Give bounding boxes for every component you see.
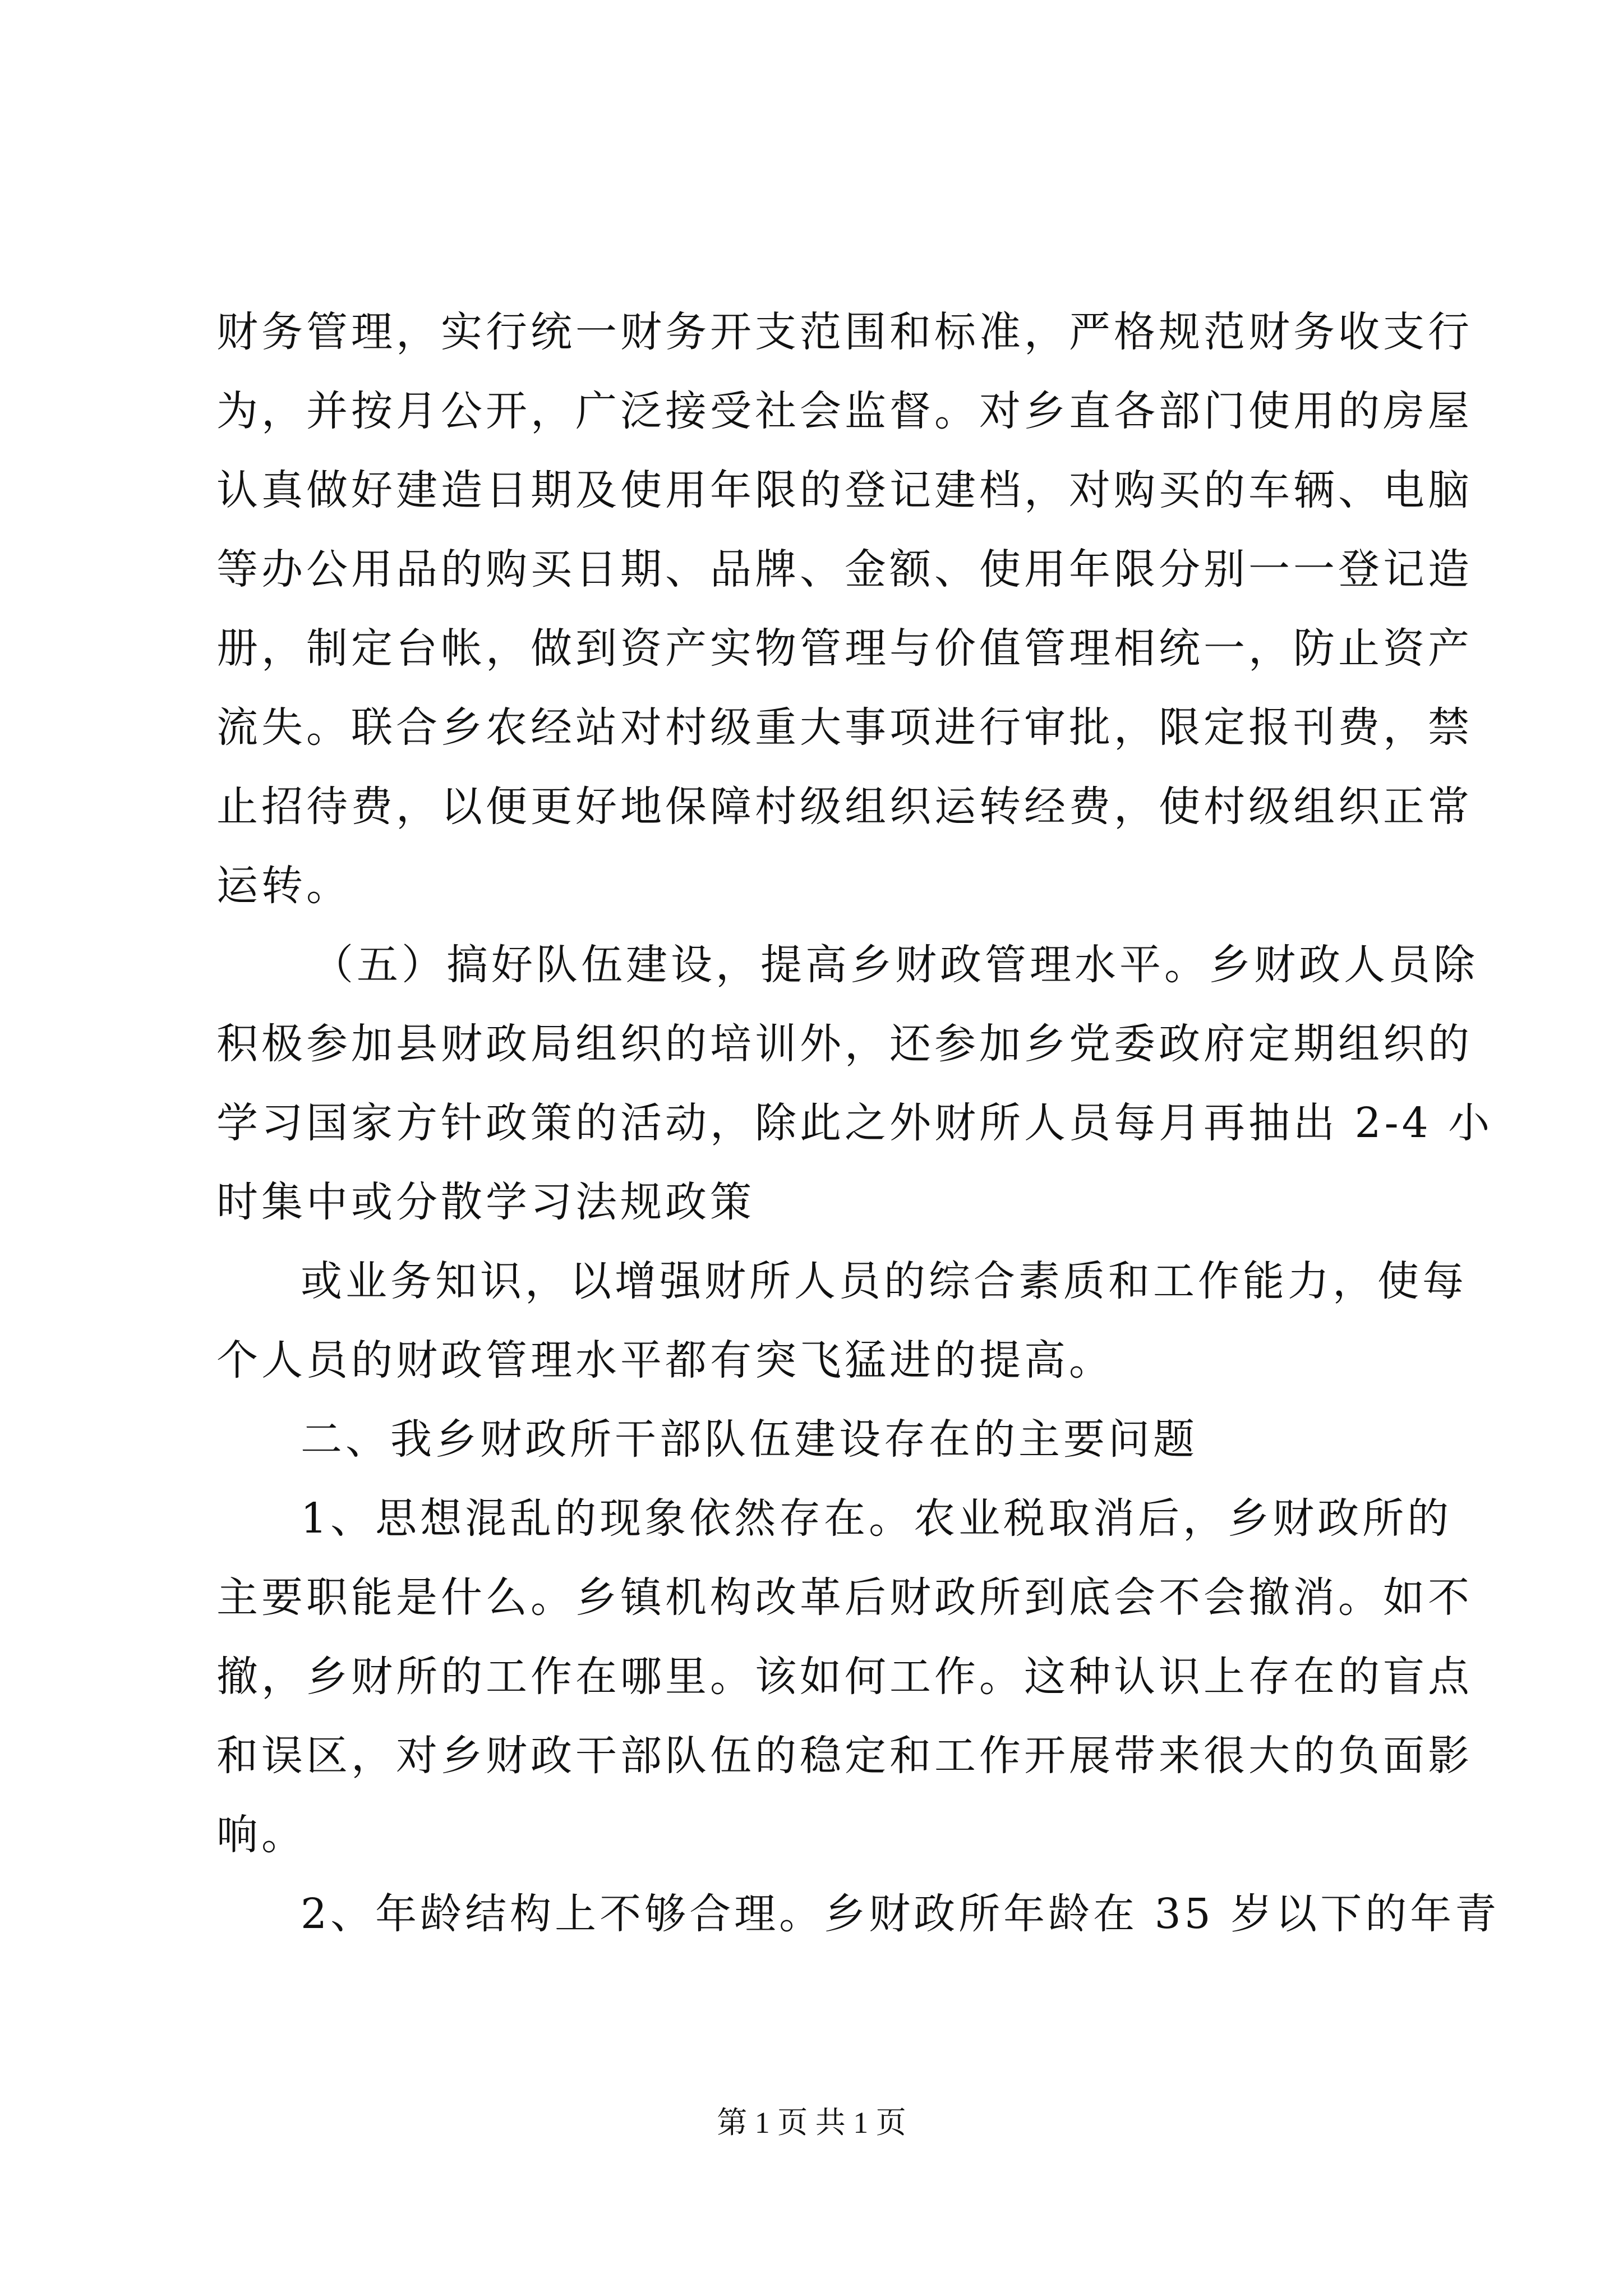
section-two-heading: 二、我乡财政所干部队伍建设存在的主要问题: [301, 1415, 1198, 1464]
text-line: 为，并按月公开，广泛接受社会监督。对乡直各部门使用的房屋: [216, 387, 1473, 435]
text-line: 和误区，对乡财政干部队伍的稳定和工作开展带来很大的负面影: [216, 1732, 1473, 1780]
text-line: 个人员的财政管理水平都有突飞猛进的提高。: [216, 1336, 1114, 1384]
text-line: 响。: [216, 1811, 306, 1859]
section-five-heading-line: （五）搞好队伍建设，提高乡财政管理水平。乡财政人员除: [312, 941, 1478, 989]
page-footer: 第 1 页 共 1 页: [717, 2106, 906, 2139]
item-two-line: 2、年龄结构上不够合理。乡财政所年龄在 35 岁以下的年青: [301, 1890, 1500, 1938]
text-line: 时集中或分散学习法规政策: [216, 1178, 755, 1226]
text-line: 运转。: [216, 862, 351, 910]
text-line: 撤，乡财所的工作在哪里。该如何工作。这种认识上存在的盲点: [216, 1653, 1473, 1701]
text-line: 或业务知识，以增强财所人员的综合素质和工作能力，使每: [301, 1257, 1467, 1305]
document-body: [216, 293, 1500, 1954]
item-one-line: 1、思想混乱的现象依然存在。农业税取消后，乡财政所的: [301, 1494, 1453, 1543]
text-line: 财务管理，实行统一财务开支范围和标准，严格规范财务收支行: [216, 308, 1473, 356]
text-line: 积极参加县财政局组织的培训外，还参加乡党委政府定期组织的: [216, 1020, 1473, 1068]
text-line: 学习国家方针政策的活动，除此之外财所人员每月再抽出 2-4 小: [216, 1099, 1493, 1147]
text-line: 认真做好建造日期及使用年限的登记建档，对购买的车辆、电脑: [216, 466, 1473, 514]
text-line: 主要职能是什么。乡镇机构改革后财政所到底会不会撤消。如不: [216, 1573, 1473, 1622]
text-line: 册，制定台帐，做到资产实物管理与价值管理相统一，防止资产: [216, 624, 1473, 673]
text-line: 等办公用品的购买日期、品牌、金额、使用年限分别一一登记造: [216, 545, 1473, 593]
text-line: 止招待费，以便更好地保障村级组织运转经费，使村级组织正常: [216, 783, 1473, 831]
text-line: 流失。联合乡农经站对村级重大事项进行审批，限定报刊费，禁: [216, 703, 1473, 752]
